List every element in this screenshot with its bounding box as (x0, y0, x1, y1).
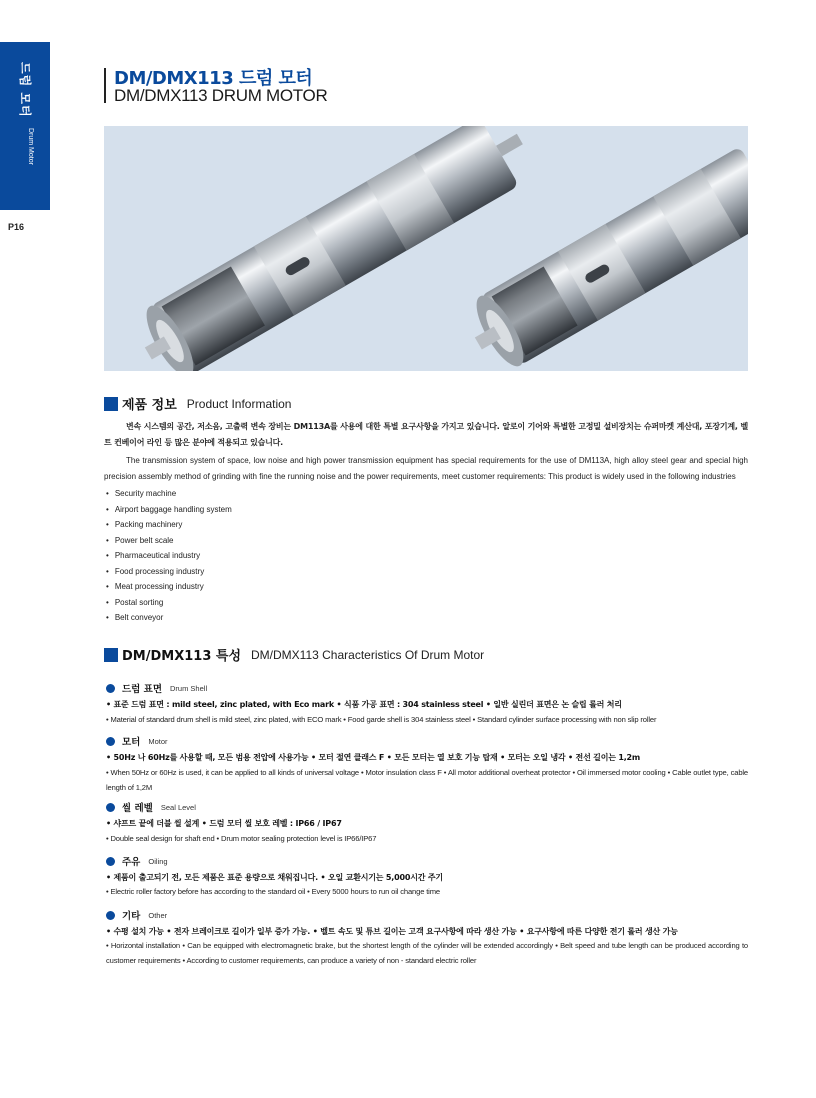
product-info-heading-en: Product Information (186, 396, 292, 411)
seal-level-label-ko: 씰 레벨 (122, 803, 153, 814)
motor-label-ko: 모터 (122, 737, 141, 748)
page-number: P16 (8, 222, 25, 232)
list-item: • Packing machinery (106, 517, 232, 533)
bullet-dot-icon (106, 803, 115, 812)
drum-shell-heading (106, 681, 207, 695)
characteristics-heading (104, 645, 484, 664)
oiling-detail-en: • Electric roller factory before has according to the standard oil • Every 5000 hours to run oil change time (106, 887, 440, 896)
characteristics-heading-en: DM/DMX113 Characteristics Of Drum Motor (251, 647, 485, 662)
product-description-en: The transmission system of space, low noise and high power transmission equipment has special requirements for the use of DM113A, high alloy steel gear and special high precision assembly method of grinding with fine the running noise and the power requirements, meet customer requirements: This product is widely used in the following industries (104, 456, 748, 481)
other-heading (106, 908, 167, 922)
bullet-dot-icon (106, 684, 115, 693)
page-title-ko: DM/DMX113 드럼 모터 (114, 68, 313, 89)
other-label-ko: 기타 (122, 911, 141, 922)
seal-level-heading (106, 800, 196, 814)
seal-level-label-en: Seal Level (160, 802, 196, 812)
other-detail-en: • Horizontal installation • Can be equipped with electromagnetic brake, but the shortest length of the cylinder will be extended accordingly • Belt speed and tube length can be produced according to customer requirements • According to customer requirements, can produce a variety of non - standard electric roller (106, 941, 748, 965)
product-info-heading (104, 394, 291, 413)
list-item: • Postal sorting (106, 595, 232, 611)
motor-detail-ko: • 50Hz 나 60Hz를 사용할 때, 모든 범용 전압에 사용가능 • 모터 절연 클래스 F • 모든 모터는 열 보호 기능 탑재 • 모터는 오일 냉각 • 전선 길이는 1,2m (106, 753, 641, 762)
other-label-en: Other (148, 910, 168, 920)
heading-square-icon (104, 397, 118, 411)
side-tab-label-en: Drum Motor (27, 128, 34, 165)
other-detail-ko: • 수평 설치 가능 • 전자 브레이크로 길이가 일부 증가 가능. • 벨트 속도 및 튜브 길이는 고객 요구사항에 따라 생산 가능 • 요구사항에 따른 다양한 전기 롤러 생산 가능 (106, 927, 678, 936)
oiling-detail-ko: • 제품이 출고되기 전, 모든 제품은 표준 용량으로 채워집니다. • 오일 교환시기는 5,000시간 주기 (106, 873, 443, 882)
seal-level-detail-en: • Double seal design for shaft end • Drum motor sealing protection level is IP66/IP67 (106, 834, 377, 843)
drum-shell-label-ko: 드럼 표면 (122, 684, 163, 695)
list-item: • Food processing industry (106, 564, 232, 580)
product-description-ko: 변속 시스템의 공간, 저소음, 고출력 변속 장비는 DM113A를 사용에 대한 특별 요구사항을 가지고 있습니다. 알로이 기어와 특별한 고정밀 설비장치는 슈퍼마켓 계산대, 포장기계, 벨트 컨베이어 라인 등 많은 분야에 적용되고 있습니다. (104, 422, 748, 447)
drum-motor-illustration (104, 126, 748, 371)
page-title-en: DM/DMX113 DRUM MOTOR (114, 86, 328, 105)
list-item: • Meat processing industry (106, 579, 232, 595)
motor-label-en: Motor (148, 736, 168, 746)
seal-level-detail-ko: • 샤프트 끝에 더블 씰 설계 • 드럼 모터 씰 보호 레벨 : IP66 / IP67 (106, 819, 342, 828)
product-photo (104, 126, 748, 371)
oiling-label-ko: 주유 (122, 857, 141, 868)
characteristics-heading-ko: DM/DMX113 특성 (122, 649, 242, 664)
oiling-heading (106, 854, 168, 868)
bullet-dot-icon (106, 911, 115, 920)
drum-shell-detail-en: • Material of standard drum shell is mild steel, zinc plated, with ECO mark • Food garde shell is 304 stainless steel • Standard cylinder surface processing with non slip roller (106, 715, 657, 724)
drum-shell-label-en: Drum Shell (170, 683, 208, 693)
industry-list (106, 486, 232, 626)
list-item: • Airport baggage handling system (106, 502, 232, 518)
product-info-heading-ko: 제품 정보 (122, 398, 177, 413)
heading-square-icon (104, 648, 118, 662)
oiling-label-en: Oiling (148, 856, 168, 866)
motor-detail-en: • When 50Hz or 60Hz is used, it can be applied to all kinds of universal voltage • Motor insulation class F • All motor additional overheat protector • Oil immersed motor cooling • Cable outlet type, cable length of 1,2M (106, 768, 748, 792)
list-item: • Belt conveyor (106, 610, 232, 626)
motor-heading (106, 734, 168, 748)
list-item: • Pharmaceutical industry (106, 548, 232, 564)
title-divider (104, 68, 106, 103)
bullet-dot-icon (106, 857, 115, 866)
bullet-dot-icon (106, 737, 115, 746)
side-tab-label-ko: 드럼 모터 (18, 62, 32, 118)
drum-shell-detail-ko: • 표준 드럼 표면 : mild steel, zinc plated, with Eco mark • 식품 가공 표면 : 304 stainless steel • 일반 실린더 표면은 논 슬립 롤러 처리 (106, 700, 622, 709)
list-item: • Power belt scale (106, 533, 232, 549)
list-item: • Security machine (106, 486, 232, 502)
